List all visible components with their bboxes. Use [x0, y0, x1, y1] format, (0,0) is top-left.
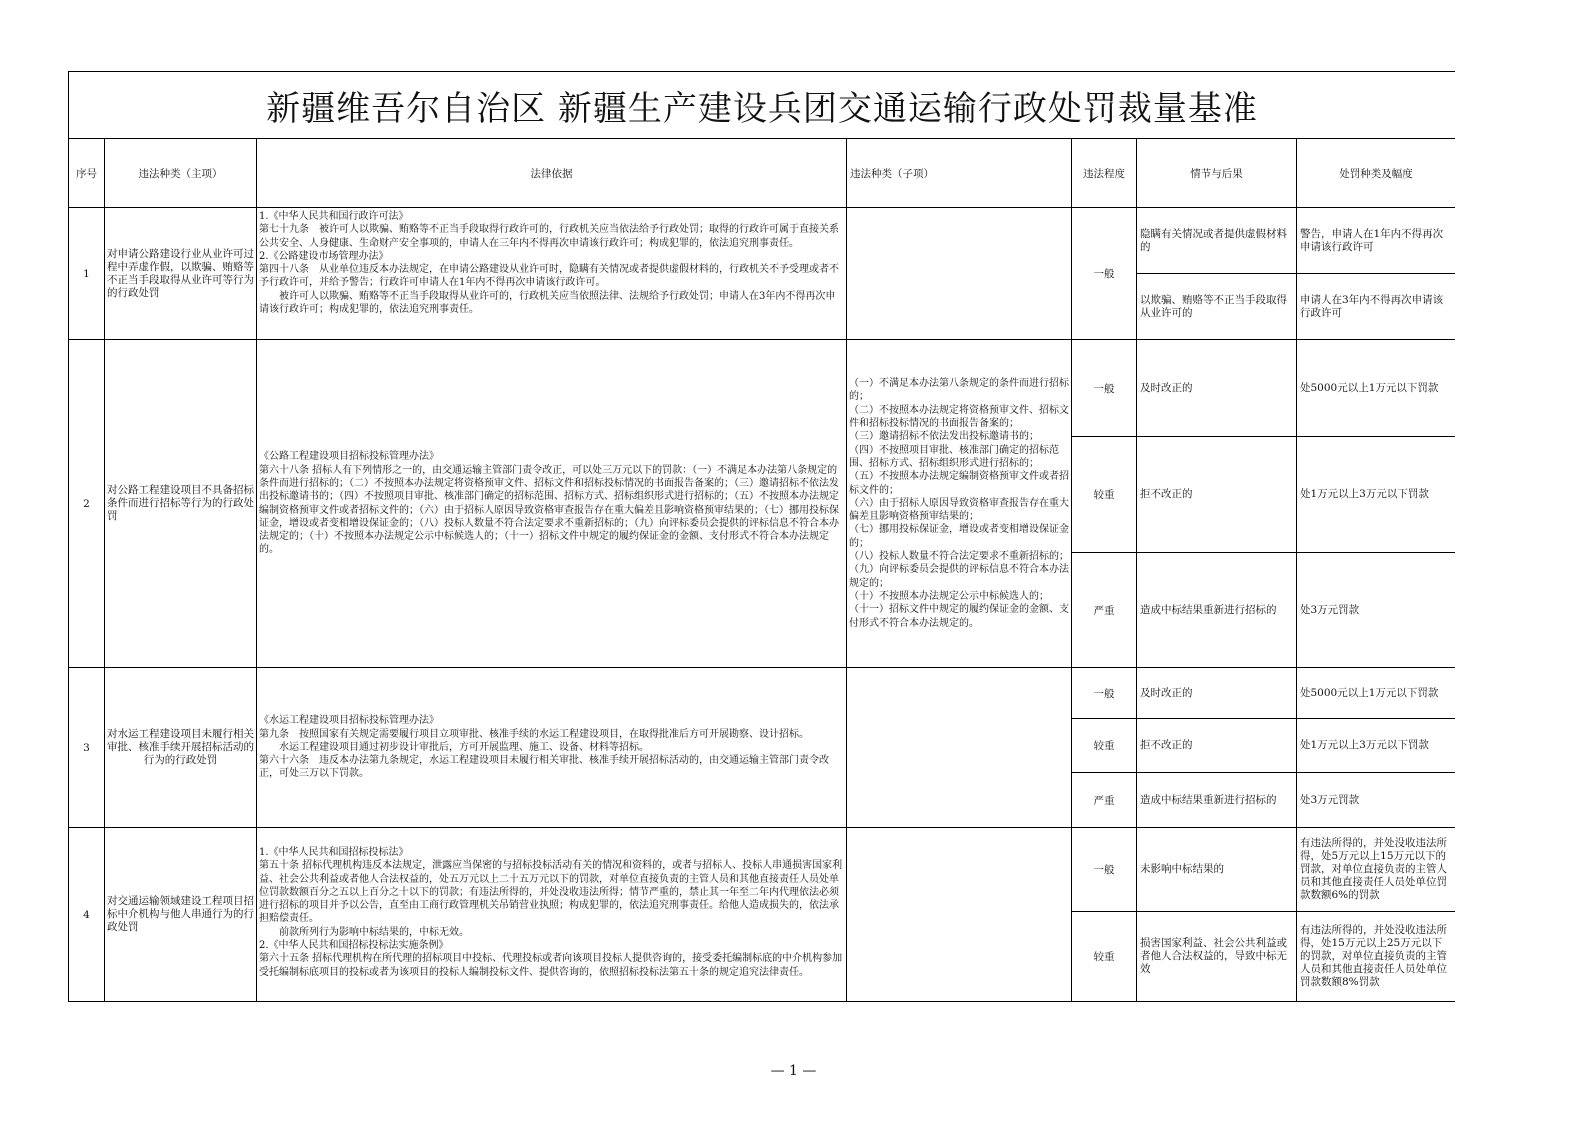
row-sub-type — [847, 668, 1072, 828]
row-penalty: 申请人在3年内不得再次申请该行政许可 — [1297, 274, 1456, 340]
row-seq: 4 — [69, 828, 105, 1002]
sub-item: （十一）招标文件中规定的履约保证金的金额、支付形式不符合本办法规定的。 — [849, 604, 1069, 629]
row-degree: 一般 — [1072, 828, 1137, 912]
sub-item: （八）投标人数量不符合法定要求不重新招标的； — [849, 551, 1069, 563]
row-penalty: 警告，申请人在1年内不得再次申请该行政许可 — [1297, 208, 1456, 274]
row-degree: 一般 — [1072, 340, 1137, 437]
legal-text: 第七十九条 被许可人以欺骗、贿赂等不正当手段取得行政许可的，行政机关应当依法给予行政处罚；取得的行政许可属于直接关系公共安全、人身健康、生命财产安全事项的，申请人在三年内不得再次申请该行政许可；构成犯罪的，依法追究刑事责任。 — [259, 224, 839, 249]
row-legal-basis — [257, 208, 847, 340]
table-header — [69, 139, 1456, 208]
sub-item: （六）由于招标人原因导致资格审查报告存在重大偏差且影响资格预审结果的； — [849, 497, 1069, 523]
table-row — [69, 208, 1456, 274]
table-row — [69, 340, 1456, 437]
sub-item: （二）不按照本办法规定将资格预审文件、招标文件和招标投标情况的书面报告备案的； — [849, 404, 1069, 430]
row-seq: 1 — [69, 208, 105, 340]
row-circumstance: 及时改正的 — [1137, 668, 1297, 719]
header-circumstances: 情节与后果 — [1137, 139, 1297, 208]
page-number: — 1 — — [770, 1063, 817, 1079]
sub-item: （十）不按照本办法规定公示中标候选人的； — [849, 590, 1049, 602]
penalty-standard-sheet — [68, 71, 1455, 1016]
header-penalty: 处罚种类及幅度 — [1297, 139, 1456, 208]
legal-text: 第六十五条 招标代理机构在所代理的招标项目中投标、代理投标或者向该项目投标人提供咨询的，接受委托编制标底的中介机构参加受托编制标底项目的投标或者为该项目的投标人编制投标文件、提供咨询的，依照招标投标法第五十条的规定追究法律责任。 — [259, 953, 843, 978]
row-degree: 一般 — [1072, 208, 1137, 340]
sub-item: （九）向评标委员会提供的评标信息不符合本办法规定的； — [849, 564, 1069, 589]
document-title: 新疆维吾尔自治区 新疆生产建设兵团交通运输行政处罚裁量基准 — [69, 72, 1456, 139]
row-sub-type — [847, 208, 1072, 340]
row-seq: 3 — [69, 668, 105, 828]
row-main-type: 对交通运输领域建设工程项目招标中介机构与他人串通行为的行政处罚 — [105, 828, 257, 1002]
penalty-table — [68, 71, 1455, 1002]
row-circumstance: 拒不改正的 — [1137, 437, 1297, 553]
sub-item: （五）不按照本办法规定编制资格预审文件或者招标文件的； — [849, 471, 1069, 496]
row-circumstance: 及时改正的 — [1137, 340, 1297, 437]
row-seq: 2 — [69, 340, 105, 668]
row-degree: 严重 — [1072, 553, 1137, 668]
row-circumstance: 造成中标结果重新进行招标的 — [1137, 553, 1297, 668]
row-penalty: 有违法所得的，并处没收违法所得，处5万元以上15万元以下的罚款，对单位直接负责的主管人员和其他直接责任人员处单位罚款数额6%的罚款 — [1297, 828, 1456, 912]
row-penalty: 处5000元以上1万元以下罚款 — [1297, 340, 1456, 437]
row-circumstance: 造成中标结果重新进行招标的 — [1137, 773, 1297, 828]
table-row — [69, 668, 1456, 719]
legal-text: 第四十八条 从业单位违反本办法规定，在申请公路建设从业许可时，隐瞒有关情况或者提供虚假材料的，行政机关不予受理或者不予行政许可，并给予警告；行政许可申请人在1年内不得再次申请该行政许可。 — [259, 264, 839, 289]
legal-text: 1.《中华人民共和国招标投标法》 — [259, 847, 409, 858]
row-main-type: 对公路工程建设项目不具备招标条件而进行招标等行为的行政处罚 — [105, 340, 257, 668]
sub-item: （一）不满足本办法第八条规定的条件而进行招标的； — [849, 378, 1069, 403]
row-main-type: 对水运工程建设项目未履行相关审批、核准手续开展招标活动的行为的行政处罚 — [105, 668, 257, 828]
row-degree: 一般 — [1072, 668, 1137, 719]
row-circumstance: 损害国家利益、社会公共利益或者他人合法权益的，导致中标无效 — [1137, 912, 1297, 1002]
header-degree: 违法程度 — [1072, 139, 1137, 208]
row-legal-basis — [257, 828, 847, 1002]
row-degree: 较重 — [1072, 437, 1137, 553]
row-degree: 较重 — [1072, 912, 1137, 1002]
header-seq: 序号 — [69, 139, 105, 208]
row-legal-basis — [257, 340, 847, 668]
row-penalty: 处5000元以上1万元以下罚款 — [1297, 668, 1456, 719]
header-legal-basis: 法律依据 — [257, 139, 847, 208]
legal-text: 被许可人以欺骗、贿赂等不正当手段取得从业许可的，行政机关应当依照法律、法规给予行政处罚；申请人在3年内不得再次申请该行政许可；构成犯罪的，依法追究刑事责任。 — [259, 290, 836, 316]
sub-item: （七）挪用投标保证金，增设或者变相增设保证金的； — [849, 524, 1069, 549]
sub-item: （四）不按照项目审批、核准部门确定的招标范围、招标方式、招标组织形式进行招标的； — [849, 444, 1059, 469]
table-row — [69, 828, 1456, 912]
row-circumstance: 未影响中标结果的 — [1137, 828, 1297, 912]
header-main-type: 违法种类（主项） — [105, 139, 257, 208]
legal-text: 前款所列行为影响中标结果的，中标无效。 — [259, 926, 469, 938]
row-degree: 严重 — [1072, 773, 1137, 828]
row-penalty: 处1万元以上3万元以下罚款 — [1297, 437, 1456, 553]
legal-text: 第六十六条 违反本办法第九条规定，水运工程建设项目未履行相关审批、核准手续开展招标活动的，由交通运输主管部门责令改正，可处三万以下罚款。 — [259, 755, 829, 780]
legal-text: 1.《中华人民共和国行政许可法》 — [259, 211, 409, 222]
row-main-type: 对申请公路建设行业从业许可过程中弄虚作假，以欺骗、贿赂等不正当手段取得从业许可等行为的行政处罚 — [105, 208, 257, 340]
row-circumstance: 拒不改正的 — [1137, 719, 1297, 773]
row-legal-basis — [257, 668, 847, 828]
row-sub-type — [847, 340, 1072, 668]
legal-text: 2.《公路建设市场管理办法》 — [259, 250, 389, 262]
legal-text: 《水运工程建设项目招标投标管理办法》 — [259, 715, 439, 727]
row-circumstance: 以欺骗、贿赂等不正当手段取得从业许可的 — [1137, 274, 1297, 340]
row-penalty: 有违法所得的，并处没收违法所得，处15万元以上25万元以下的罚款，对单位直接负责的主管人员和其他直接责任人员处单位罚款数额8%罚款 — [1297, 912, 1456, 1002]
legal-text: 水运工程建设项目通过初步设计审批后，方可开展监理、施工、设备、材料等招标。 — [259, 741, 649, 753]
row-penalty: 处3万元罚款 — [1297, 553, 1456, 668]
row-penalty: 处1万元以上3万元以下罚款 — [1297, 719, 1456, 773]
legal-text: 第五十条 招标代理机构违反本法规定，泄露应当保密的与招标投标活动有关的情况和资料的，或者与招标人、投标人串通损害国家利益、社会公共利益或者他人合法权益的，处五万元以上二十五万元以下的罚款，对单位直接负责的主管人员和其他直接责任人员处单位罚款数额百分之五以上百分之十以下的罚款；有违法所得的，并处没收违法所得；情节严重的，禁止其一年至二年内代理依法必须进行招标的项目并予以公告，直至由工商行政管理机关吊销营业执照；构成犯罪的，依法追究刑事责任。给他人造成损失的，依法承担赔偿责任。 — [259, 860, 843, 925]
row-circumstance: 隐瞒有关情况或者提供虚假材料的 — [1137, 208, 1297, 274]
legal-text: 《公路工程建设项目招标投标管理办法》 — [259, 451, 439, 463]
row-penalty: 处3万元罚款 — [1297, 773, 1456, 828]
sub-item: （三）邀请招标不依法发出投标邀请书的； — [849, 431, 1039, 443]
header-sub-type: 违法种类（子项） — [847, 139, 1072, 208]
legal-text: 第六十八条 招标人有下列情形之一的，由交通运输主管部门责令改正，可以处三万元以下的罚款：（一）不满足本办法第八条规定的条件而进行招标的；（二）不按照本办法规定将资格预审文件、招标文件和招标投标情况的书面报告备案的；（三）邀请招标不依法发出投标邀请书的；（四）不按照项目审批、核准部门确定的招标范围、招标方式、招标组织形式进行招标的；（五）不按照本办法规定编制资格预审文件或者招标文件的；（六）由于招标人原因导致资格审查报告存在重大偏差且影响资格预审结果的；（七）挪用投标保证金，增设或者变相增设保证金的；（八）投标人数量不符合法定要求不重新招标的；（九）向评标委员会提供的评标信息不符合本办法规定的；（十）不按照本办法规定公示中标候选人的；（十一）招标文件中规定的履约保证金的金额、支付形式不符合本办法规定的。 — [259, 464, 839, 556]
legal-text: 2.《中华人民共和国招标投标法实施条例》 — [259, 940, 449, 952]
row-degree: 较重 — [1072, 719, 1137, 773]
row-sub-type — [847, 828, 1072, 1002]
legal-text: 第九条 按照国家有关规定需要履行项目立项审批、核准手续的水运工程建设项目，在取得批准后方可开展勘察、设计招标。 — [259, 728, 809, 740]
